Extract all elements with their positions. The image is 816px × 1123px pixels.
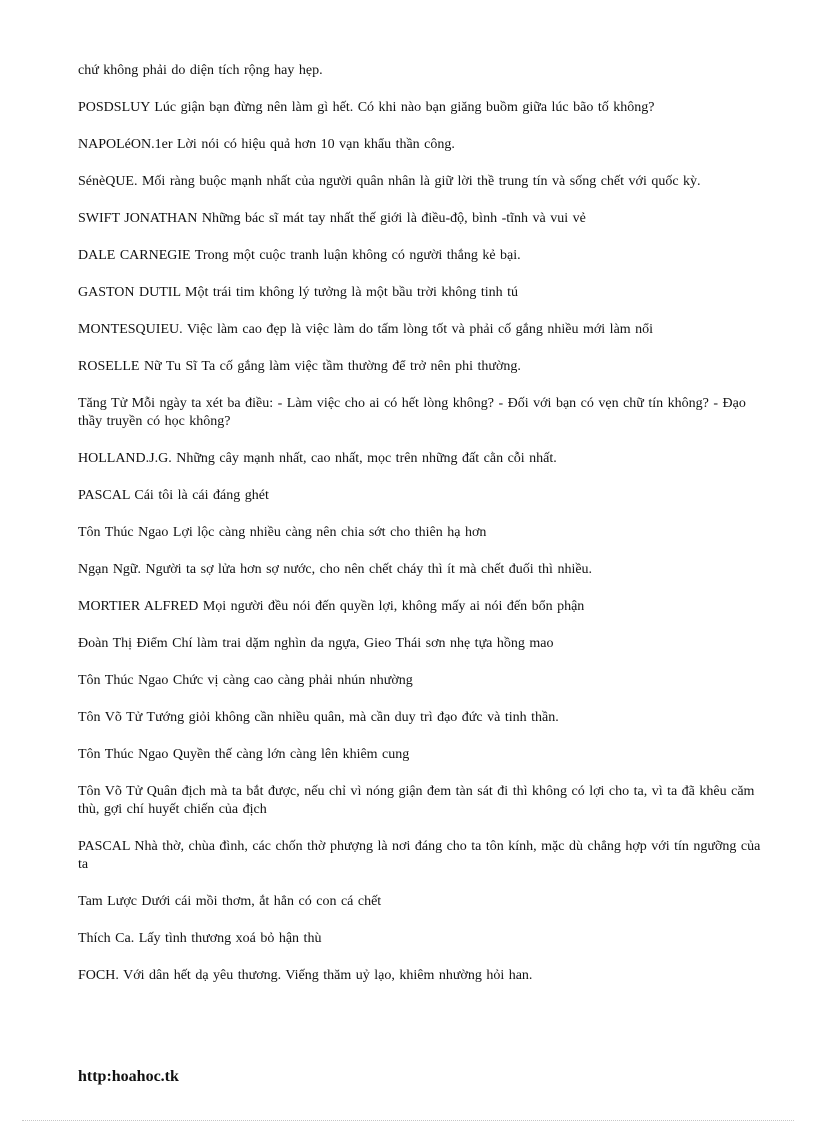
quote-posdsluy: POSDSLUY Lúc giận bạn đừng nên làm gì hết. Có khi nào bạn giăng buồm giữa lúc bão tố không?: [78, 100, 655, 115]
quote-ngan-ngu: Ngạn Ngữ. Người ta sợ lửa hơn sợ nước, cho nên chết cháy thì ít mà chết đuối thì nhiều.: [78, 562, 593, 577]
quote-doan-thi-diem: Đoàn Thị Điểm Chí làm trai dặm nghìn da ngựa, Gieo Thái sơn nhẹ tựa hồng mao: [78, 636, 554, 651]
quote-ton-thuc-ngao-3: Tôn Thúc Ngao Quyền thế càng lớn càng lên khiêm cung: [78, 747, 410, 762]
quote-thich-ca: Thích Ca. Lấy tình thương xoá bỏ hận thù: [78, 931, 322, 946]
quote-pascal-2: PASCAL Nhà thờ, chùa đình, các chốn thờ phượng là nơi đáng cho ta tôn kính, mặc dù chẳng hợp với tín ngưỡng của ta: [78, 839, 761, 872]
quote-seneque: SénèQUE. Mối ràng buộc mạnh nhất của người quân nhân là giữ lời thề trung tín và sống chết với quốc kỳ.: [78, 174, 701, 189]
quote-ton-thuc-ngao-2: Tôn Thúc Ngao Chức vị càng cao càng phải nhún nhường: [78, 673, 413, 688]
page-bottom-divider: [22, 1120, 794, 1121]
quote-continuation: chứ không phải do diện tích rộng hay hẹp.: [78, 63, 323, 78]
quote-napoleon: NAPOLéON.1er Lời nói có hiệu quả hơn 10 vạn khẩu thần công.: [78, 137, 455, 152]
quote-ton-vo-tu-2: Tôn Võ Tử Quân địch mà ta bắt được, nếu chỉ vì nóng giận đem tàn sát đi thì không có lợi cho ta, vì ta đã khêu căm thù, gợi chí huyết chiến của địch: [78, 784, 755, 817]
quote-pascal-1: PASCAL Cái tôi là cái đáng ghét: [78, 488, 269, 503]
quote-dale-carnegie: DALE CARNEGIE Trong một cuộc tranh luận không có người thắng kẻ bại.: [78, 248, 521, 263]
quote-foch: FOCH. Với dân hết dạ yêu thương. Viếng thăm uỷ lạo, khiêm nhường hỏi han.: [78, 968, 533, 983]
quote-ton-vo-tu-1: Tôn Võ Tử Tướng giỏi không cần nhiều quân, mà cần duy trì đạo đức và tinh thần.: [78, 710, 559, 725]
quote-montesquieu: MONTESQUIEU. Việc làm cao đẹp là việc làm do tấm lòng tốt và phải cố gắng nhiều mới làm nổi: [78, 322, 654, 337]
quote-tam-luoc: Tam Lược Dưới cái mồi thơm, ắt hẳn có con cá chết: [78, 894, 382, 909]
quote-ton-thuc-ngao-1: Tôn Thúc Ngao Lợi lộc càng nhiều càng nên chia sớt cho thiên hạ hơn: [78, 525, 487, 540]
quote-list: [78, 62, 764, 1004]
footer-url[interactable]: http:hoahoc.tk: [78, 1068, 179, 1085]
quote-holland: HOLLAND.J.G. Những cây mạnh nhất, cao nhất, mọc trên những đất cằn cỗi nhất.: [78, 451, 557, 466]
quote-swift-jonathan: SWIFT JONATHAN Những bác sĩ mát tay nhất thế giới là điều-độ, bình -tĩnh và vui vẻ: [78, 211, 586, 226]
quote-tang-tu: Tăng Tử Mỗi ngày ta xét ba điều: - Làm việc cho ai có hết lòng không? - Đối với bạn có vẹn chữ tín không? - Đạo thầy truyền có học không?: [78, 396, 746, 429]
quote-mortier-alfred: MORTIER ALFRED Mọi người đều nói đến quyền lợi, không mấy ai nói đến bổn phận: [78, 599, 585, 614]
quote-gaston-dutil: GASTON DUTIL Một trái tim không lý tưởng là một bầu trời không tinh tú: [78, 285, 519, 300]
quote-roselle: ROSELLE Nữ Tu Sĩ Ta cố gắng làm việc tầm thường để trở nên phi thường.: [78, 359, 521, 374]
